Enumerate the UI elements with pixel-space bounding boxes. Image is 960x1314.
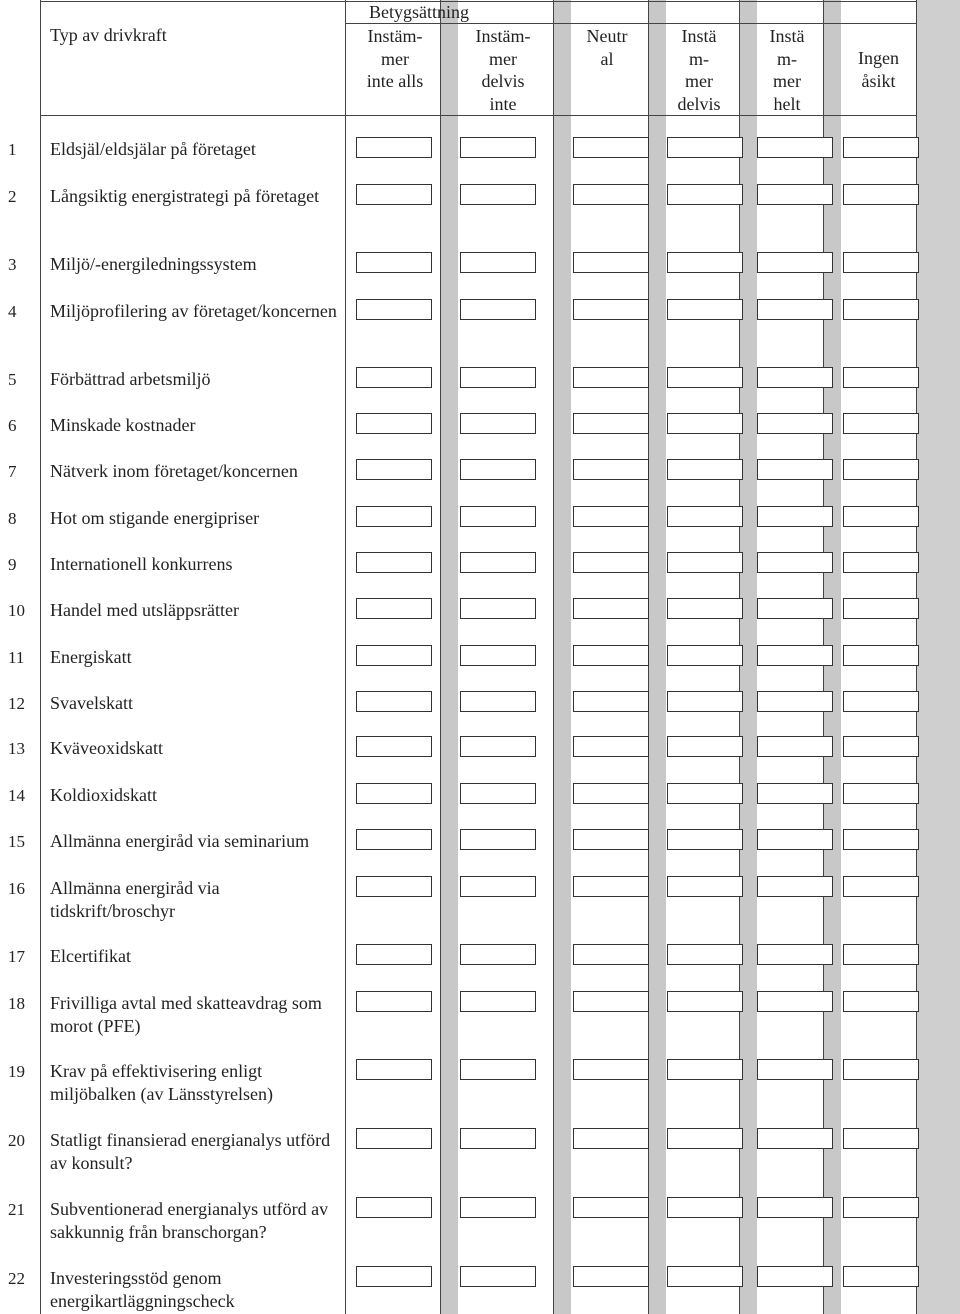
rating-checkbox[interactable] <box>573 736 649 757</box>
row-number: 10 <box>8 601 25 620</box>
row-label: Subventionerad energianalys utförd av sakkunnig från branschorgan? <box>50 1199 329 1242</box>
row-number: 4 <box>8 302 17 321</box>
rating-checkbox[interactable] <box>356 783 432 804</box>
rating-checkbox[interactable] <box>667 691 743 712</box>
row-number: 20 <box>8 1131 25 1150</box>
header-group-border <box>345 23 916 24</box>
rating-checkbox[interactable] <box>460 736 536 757</box>
header-bottom-border <box>40 115 916 116</box>
rating-checkbox[interactable] <box>757 829 833 850</box>
rating-checkbox[interactable] <box>843 1128 919 1149</box>
row-label: Miljöprofilering av företaget/koncernen <box>50 301 337 321</box>
column-header-disagree-partly <box>458 25 548 115</box>
rating-checkbox[interactable] <box>460 1266 536 1287</box>
column-separator <box>916 0 960 1314</box>
rating-checkbox[interactable] <box>460 184 536 205</box>
rating-checkbox[interactable] <box>667 506 743 527</box>
row-label: Miljö/-energiledningssystem <box>50 254 257 274</box>
row-number: 19 <box>8 1062 25 1081</box>
rating-checkbox[interactable] <box>460 1197 536 1218</box>
column-header-text: Ingen åsikt <box>858 48 899 91</box>
row-label: Kväveoxidskatt <box>50 738 163 758</box>
rating-checkbox[interactable] <box>757 552 833 573</box>
row-number: 6 <box>8 416 17 435</box>
rating-checkbox[interactable] <box>667 137 743 158</box>
rating-checkbox[interactable] <box>843 252 919 273</box>
rating-checkbox[interactable] <box>573 1197 649 1218</box>
rating-checkbox[interactable] <box>460 876 536 897</box>
rating-checkbox[interactable] <box>460 552 536 573</box>
row-number: 18 <box>8 994 25 1013</box>
rating-checkbox[interactable] <box>460 459 536 480</box>
rating-checkbox[interactable] <box>843 552 919 573</box>
rating-checkbox[interactable] <box>573 1059 649 1080</box>
row-label: Minskade kostnader <box>50 415 196 435</box>
rating-checkbox[interactable] <box>757 1128 833 1149</box>
rating-checkbox[interactable] <box>843 367 919 388</box>
rating-checkbox[interactable] <box>843 299 919 320</box>
column-header-agree-partly <box>666 25 732 115</box>
rating-checkbox[interactable] <box>460 691 536 712</box>
rating-checkbox[interactable] <box>843 876 919 897</box>
rating-checkbox[interactable] <box>667 1059 743 1080</box>
rating-checkbox[interactable] <box>757 944 833 965</box>
column-header-agree-fully <box>757 25 817 115</box>
rating-checkbox[interactable] <box>356 829 432 850</box>
row-number: 2 <box>8 187 17 206</box>
rating-checkbox[interactable] <box>356 691 432 712</box>
rating-checkbox[interactable] <box>573 184 649 205</box>
rating-checkbox[interactable] <box>667 552 743 573</box>
rating-checkbox[interactable] <box>757 299 833 320</box>
rating-checkbox[interactable] <box>573 413 649 434</box>
row-label: Koldioxidskatt <box>50 785 157 805</box>
row-label: Energiskatt <box>50 647 132 667</box>
rating-checkbox[interactable] <box>843 645 919 666</box>
rating-checkbox[interactable] <box>757 598 833 619</box>
rating-checkbox[interactable] <box>460 991 536 1012</box>
row-label: Internationell konkurrens <box>50 554 233 574</box>
rating-checkbox[interactable] <box>356 1197 432 1218</box>
column-header-text: Instäm- mer delvis inte <box>475 26 531 114</box>
rating-checkbox[interactable] <box>573 829 649 850</box>
rating-checkbox[interactable] <box>573 944 649 965</box>
column-separator <box>553 0 571 1314</box>
row-number: 13 <box>8 739 25 758</box>
rating-checkbox[interactable] <box>356 413 432 434</box>
rating-checkbox[interactable] <box>573 552 649 573</box>
rating-checkbox[interactable] <box>356 1266 432 1287</box>
rating-checkbox[interactable] <box>356 1128 432 1149</box>
rating-checkbox[interactable] <box>573 876 649 897</box>
rating-checkbox[interactable] <box>573 137 649 158</box>
rating-checkbox[interactable] <box>356 506 432 527</box>
rating-checkbox[interactable] <box>757 506 833 527</box>
rating-checkbox[interactable] <box>460 829 536 850</box>
row-number: 12 <box>8 694 25 713</box>
rating-checkbox[interactable] <box>573 459 649 480</box>
rating-checkbox[interactable] <box>356 137 432 158</box>
rating-checkbox[interactable] <box>843 991 919 1012</box>
row-label: Förbättrad arbetsmiljö <box>50 369 211 389</box>
rating-checkbox[interactable] <box>843 459 919 480</box>
rating-checkbox[interactable] <box>843 829 919 850</box>
rating-checkbox[interactable] <box>356 645 432 666</box>
row-label: Frivilliga avtal med skatteavdrag som morot (PFE) <box>50 993 322 1036</box>
row-label: Långsiktig energistrategi på företaget <box>50 186 320 206</box>
rating-checkbox[interactable] <box>460 137 536 158</box>
column-header-text: Instäm- mer inte alls <box>366 26 424 91</box>
row-number: 5 <box>8 370 17 389</box>
rating-checkbox[interactable] <box>757 459 833 480</box>
row-label: Handel med utsläppsrätter <box>50 600 239 620</box>
rating-checkbox[interactable] <box>573 1266 649 1287</box>
row-label: Allmänna energiråd via tidskrift/broschyr <box>50 878 220 921</box>
rating-group-title: Betygsättning <box>369 2 469 22</box>
rating-checkbox[interactable] <box>573 991 649 1012</box>
rating-checkbox[interactable] <box>460 299 536 320</box>
rating-checkbox[interactable] <box>667 736 743 757</box>
rating-checkbox[interactable] <box>757 876 833 897</box>
rating-checkbox[interactable] <box>573 506 649 527</box>
rating-checkbox[interactable] <box>757 367 833 388</box>
rating-checkbox[interactable] <box>843 1266 919 1287</box>
rating-checkbox[interactable] <box>843 944 919 965</box>
row-number: 7 <box>8 462 17 481</box>
column-header-no-opinion <box>841 47 916 92</box>
row-number: 21 <box>8 1200 25 1219</box>
row-number: 17 <box>8 947 25 966</box>
rating-checkbox[interactable] <box>667 367 743 388</box>
grid-line <box>40 0 41 1314</box>
rating-checkbox[interactable] <box>843 413 919 434</box>
row-label: Investeringsstöd genom energikartläggningscheck <box>50 1268 235 1311</box>
rating-checkbox[interactable] <box>573 783 649 804</box>
rating-checkbox[interactable] <box>757 991 833 1012</box>
type-column-header: Typ av drivkraft <box>50 25 167 45</box>
rating-checkbox[interactable] <box>843 184 919 205</box>
rating-checkbox[interactable] <box>843 598 919 619</box>
rating-checkbox[interactable] <box>667 252 743 273</box>
rating-checkbox[interactable] <box>667 645 743 666</box>
rating-checkbox[interactable] <box>356 736 432 757</box>
row-number: 3 <box>8 255 17 274</box>
row-label: Svavelskatt <box>50 693 133 713</box>
rating-checkbox[interactable] <box>667 598 743 619</box>
rating-checkbox[interactable] <box>667 991 743 1012</box>
grid-line <box>345 0 346 1314</box>
rating-checkbox[interactable] <box>667 876 743 897</box>
row-number: 9 <box>8 555 17 574</box>
rating-checkbox[interactable] <box>843 691 919 712</box>
rating-checkbox[interactable] <box>460 1059 536 1080</box>
rating-checkbox[interactable] <box>573 299 649 320</box>
rating-checkbox[interactable] <box>356 367 432 388</box>
rating-checkbox[interactable] <box>667 1197 743 1218</box>
column-header-text: Instä m- mer delvis <box>677 26 721 114</box>
rating-checkbox[interactable] <box>460 506 536 527</box>
grid-line <box>440 0 441 1314</box>
rating-checkbox[interactable] <box>573 598 649 619</box>
rating-checkbox[interactable] <box>843 506 919 527</box>
rating-checkbox[interactable] <box>667 829 743 850</box>
rating-checkbox[interactable] <box>667 413 743 434</box>
rating-checkbox[interactable] <box>573 691 649 712</box>
row-label: Krav på effektivisering enligt miljöbalken (av Länsstyrelsen) <box>50 1061 273 1104</box>
rating-checkbox[interactable] <box>356 1059 432 1080</box>
row-number: 14 <box>8 786 25 805</box>
rating-checkbox[interactable] <box>356 252 432 273</box>
row-number: 22 <box>8 1269 25 1288</box>
rating-checkbox[interactable] <box>667 459 743 480</box>
row-label: Elcertifikat <box>50 946 131 966</box>
rating-checkbox[interactable] <box>460 944 536 965</box>
rating-checkbox[interactable] <box>460 413 536 434</box>
rating-checkbox[interactable] <box>757 184 833 205</box>
rating-checkbox[interactable] <box>757 413 833 434</box>
rating-checkbox[interactable] <box>573 252 649 273</box>
rating-checkbox[interactable] <box>667 783 743 804</box>
column-header-text: Neutr al <box>586 26 628 69</box>
rating-checkbox[interactable] <box>356 598 432 619</box>
rating-checkbox[interactable] <box>843 1197 919 1218</box>
rating-checkbox[interactable] <box>460 1128 536 1149</box>
rating-checkbox[interactable] <box>356 876 432 897</box>
row-label: Eldsjäl/eldsjälar på företaget <box>50 139 256 159</box>
rating-checkbox[interactable] <box>460 367 536 388</box>
row-number: 1 <box>8 140 17 159</box>
column-header-neutral <box>571 25 643 70</box>
rating-checkbox[interactable] <box>757 1197 833 1218</box>
rating-checkbox[interactable] <box>667 299 743 320</box>
rating-checkbox[interactable] <box>757 1059 833 1080</box>
rating-checkbox[interactable] <box>460 598 536 619</box>
row-number: 16 <box>8 879 25 898</box>
row-number: 11 <box>8 648 25 667</box>
rating-checkbox[interactable] <box>573 367 649 388</box>
rating-checkbox[interactable] <box>757 252 833 273</box>
column-separator <box>648 0 666 1314</box>
row-label: Nätverk inom företaget/koncernen <box>50 461 298 481</box>
rating-checkbox[interactable] <box>356 184 432 205</box>
rating-checkbox[interactable] <box>843 783 919 804</box>
row-label: Statligt finansierad energianalys utförd av konsult? <box>50 1130 331 1173</box>
rating-checkbox[interactable] <box>757 691 833 712</box>
rating-checkbox[interactable] <box>667 1128 743 1149</box>
rating-checkbox[interactable] <box>667 944 743 965</box>
rating-checkbox[interactable] <box>757 783 833 804</box>
rating-checkbox[interactable] <box>843 1059 919 1080</box>
rating-checkbox[interactable] <box>843 137 919 158</box>
rating-checkbox[interactable] <box>757 137 833 158</box>
row-label: Hot om stigande energipriser <box>50 508 260 528</box>
rating-checkbox[interactable] <box>843 736 919 757</box>
rating-checkbox[interactable] <box>460 783 536 804</box>
rating-checkbox[interactable] <box>356 991 432 1012</box>
column-separator <box>440 0 458 1314</box>
rating-checkbox[interactable] <box>667 1266 743 1287</box>
grid-line <box>553 0 554 1314</box>
row-number: 8 <box>8 509 17 528</box>
rating-checkbox[interactable] <box>356 944 432 965</box>
row-number: 15 <box>8 832 25 851</box>
rating-checkbox[interactable] <box>757 1266 833 1287</box>
column-header-text: Instä m- mer helt <box>769 26 805 114</box>
rating-checkbox[interactable] <box>573 1128 649 1149</box>
column-header-disagree-fully <box>350 25 440 93</box>
rating-checkbox[interactable] <box>757 736 833 757</box>
rating-checkbox[interactable] <box>356 552 432 573</box>
rating-checkbox[interactable] <box>356 459 432 480</box>
rating-checkbox[interactable] <box>460 252 536 273</box>
rating-checkbox[interactable] <box>356 299 432 320</box>
row-label: Allmänna energiråd via seminarium <box>50 831 310 851</box>
rating-checkbox[interactable] <box>667 184 743 205</box>
rating-checkbox[interactable] <box>460 645 536 666</box>
rating-checkbox[interactable] <box>573 645 649 666</box>
rating-checkbox[interactable] <box>757 645 833 666</box>
